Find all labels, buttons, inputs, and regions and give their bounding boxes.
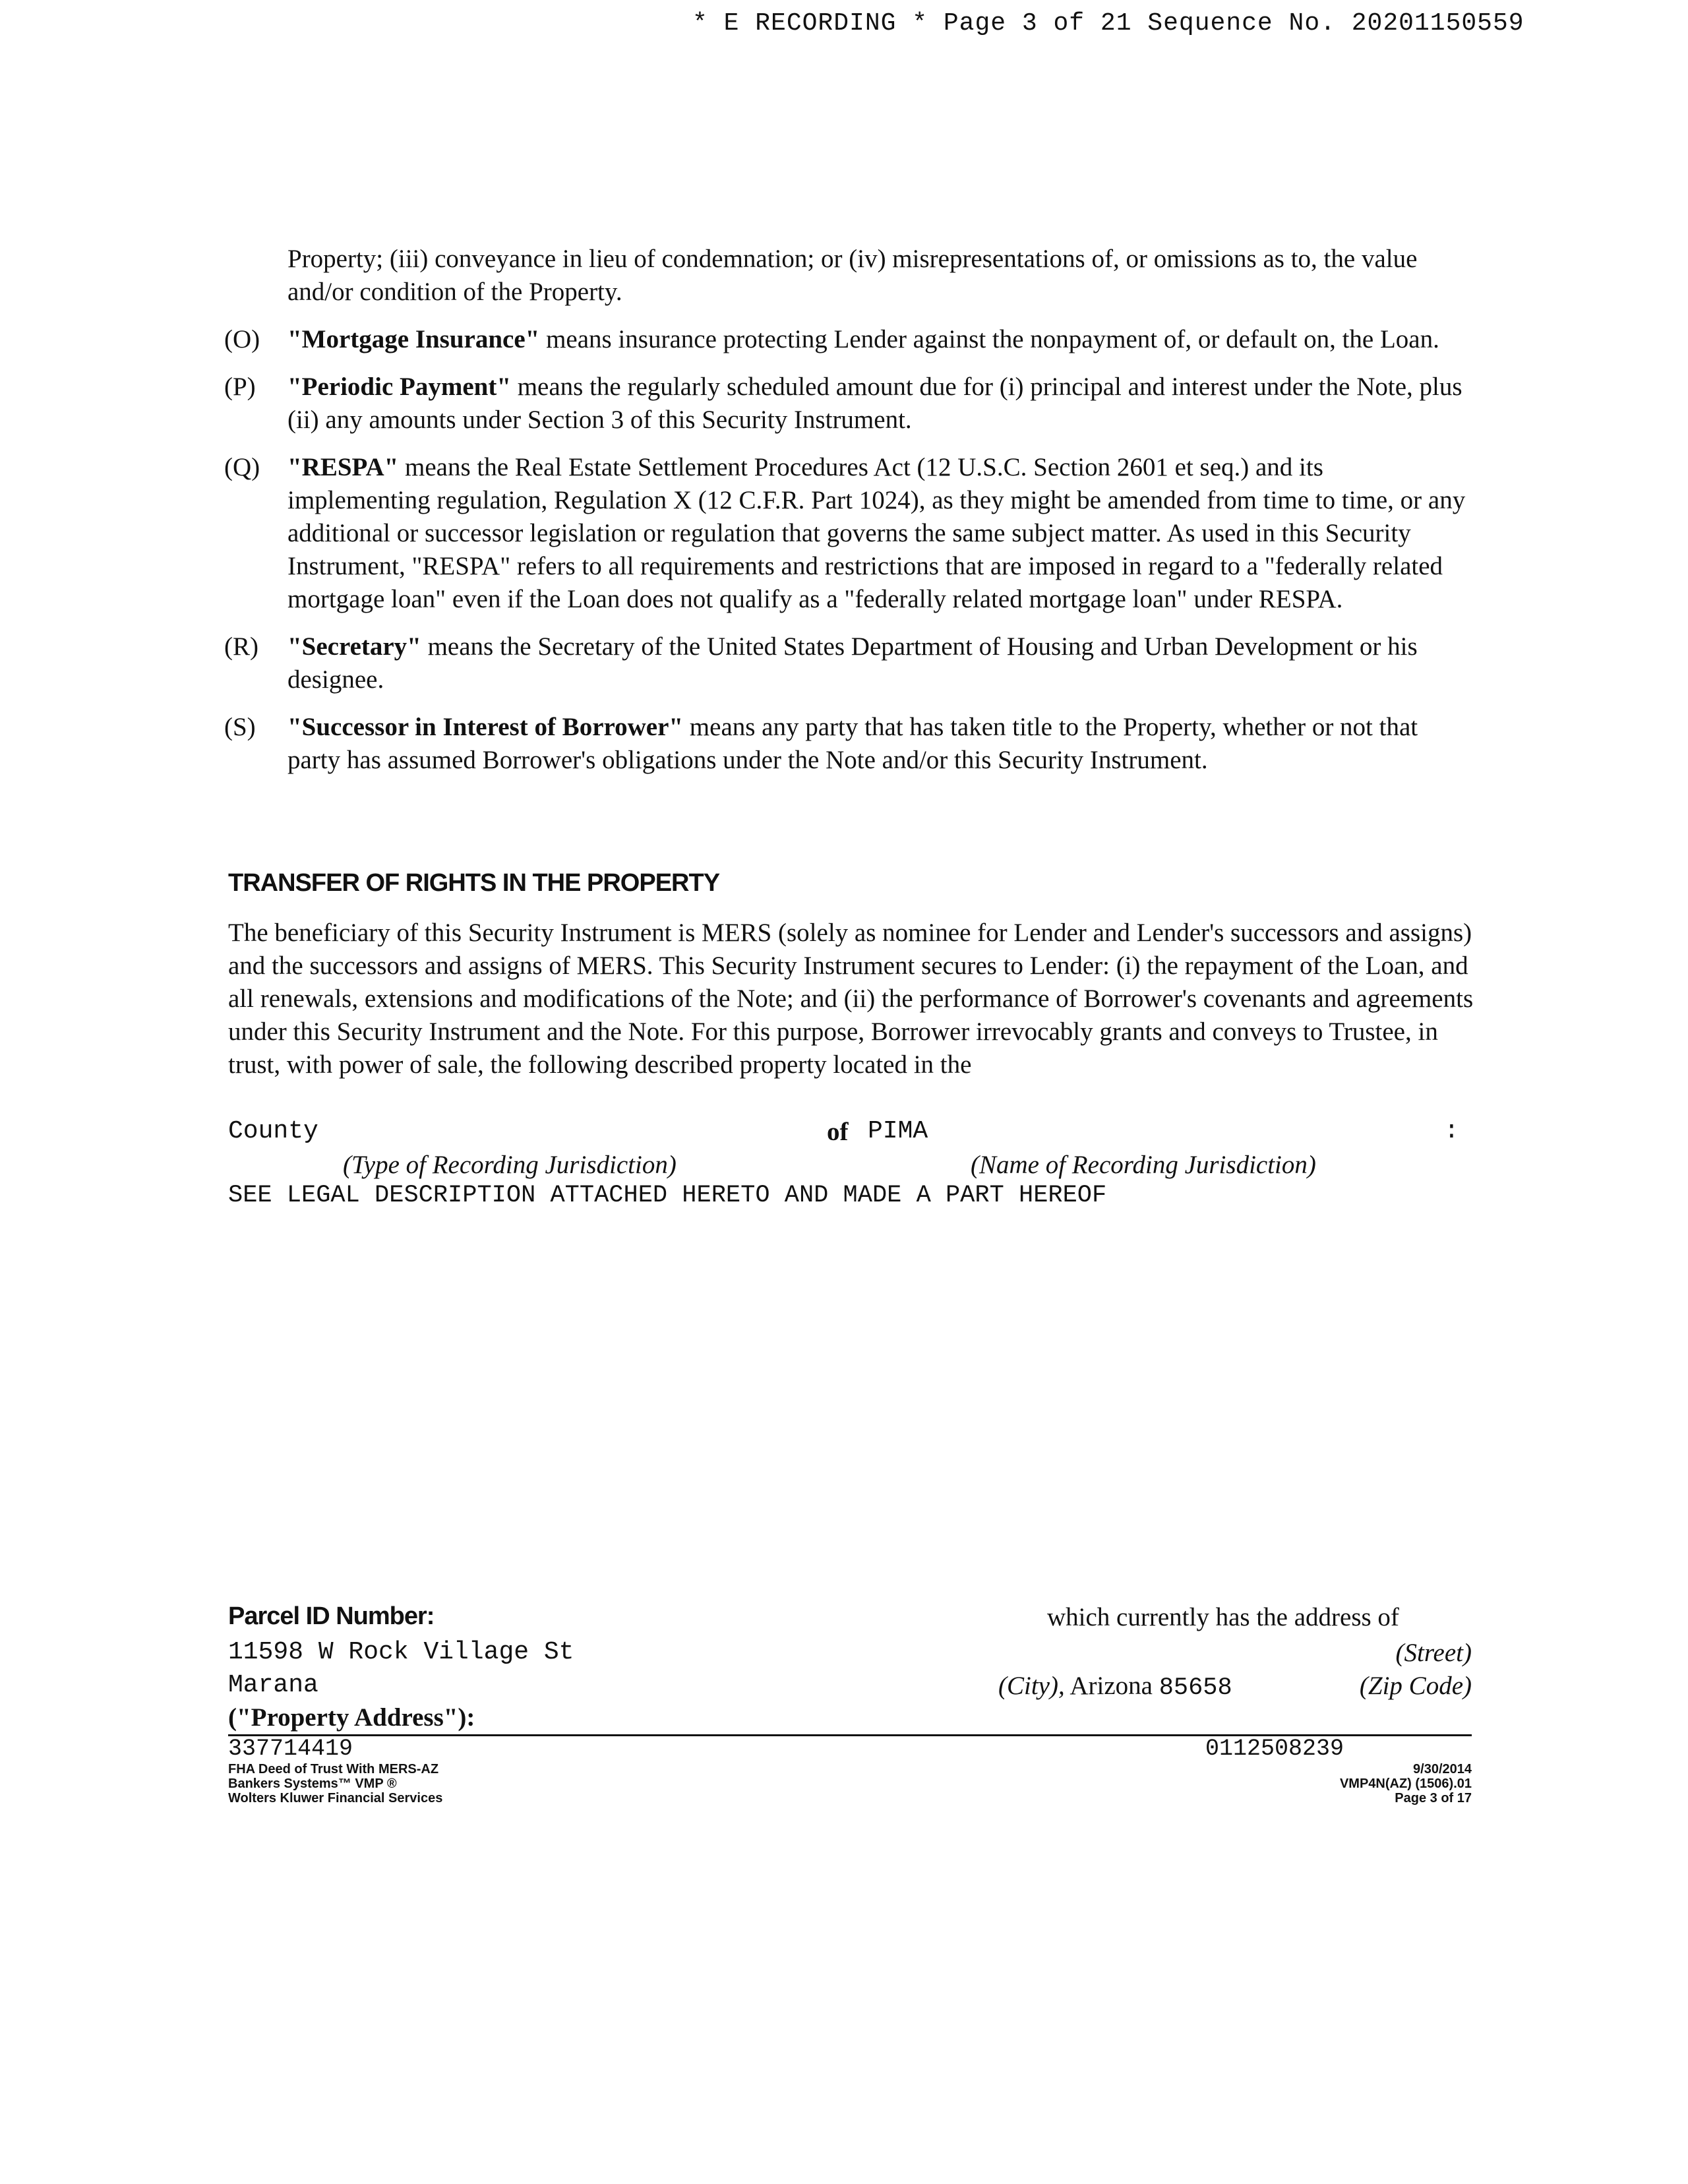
zip-value: 85658: [1159, 1674, 1232, 1702]
street-caption: (Street): [1395, 1639, 1472, 1667]
legal-description: SEE LEGAL DESCRIPTION ATTACHED HERETO AND MADE A PART HEREOF: [228, 1182, 1107, 1209]
section-title: TRANSFER OF RIGHTS IN THE PROPERTY: [228, 869, 720, 897]
definition-term: "RESPA": [287, 453, 399, 481]
definition-p: [224, 371, 1470, 437]
state-value: Arizona: [1070, 1672, 1153, 1700]
zip-caption: (Zip Code): [1359, 1672, 1472, 1700]
definition-o: [224, 323, 1470, 356]
definition-term: "Periodic Payment": [287, 373, 511, 401]
definition-letter: (P): [224, 373, 256, 401]
jurisdiction-type: County: [228, 1117, 318, 1145]
parcel-id-label: Parcel ID Number:: [228, 1602, 435, 1630]
transfer-paragraph: The beneficiary of this Security Instrument is MERS (solely as nominee for Lender and Lender's successors and assigns) and the successors and assigns of MERS. This Security Instrument secures to Lender: (i) the repayment of the Loan, and all renewals, extensions and modifications of the Note; and (ii) the performance of Borrower's covenants and agreements under this Security Instrument and the Note. For this purpose, Borrower irrevocably grants and conveys to Trustee, in trust, with power of sale, the following described property located in the: [228, 919, 1474, 1079]
recording-header: * E RECORDING * Page 3 of 21 Sequence No. 20201150559: [692, 9, 1524, 38]
definition-term: "Successor in Interest of Borrower": [287, 713, 684, 741]
name-caption: (Name of Recording Jurisdiction): [971, 1151, 1316, 1179]
city-state-zip: [998, 1671, 1232, 1702]
definition-letter: (O): [224, 325, 260, 353]
form-publisher: Wolters Kluwer Financial Services: [228, 1791, 443, 1805]
definition-term: "Mortgage Insurance": [287, 325, 540, 353]
definition-letter: (R): [224, 632, 258, 661]
definition-q: [224, 451, 1470, 616]
of-word: of: [827, 1118, 849, 1146]
definition-text: means any party that has taken title to the Property, whether or not that party has assumed Borrower's obligations under the Note and/or this Security Instrument.: [287, 713, 1418, 774]
jurisdiction-colon: :: [1444, 1117, 1459, 1145]
type-caption: (Type of Recording Jurisdiction): [343, 1151, 677, 1179]
definition-letter: (S): [224, 713, 256, 741]
jurisdiction-name: PIMA: [868, 1117, 928, 1145]
form-code: VMP4N(AZ) (1506).01: [1339, 1776, 1472, 1791]
city-value: Marana: [228, 1671, 318, 1699]
loan-number: 337714419: [228, 1736, 353, 1762]
form-vendor: Bankers Systems™ VMP ®: [228, 1776, 397, 1791]
city-caption: (City),: [998, 1672, 1065, 1700]
form-page-number: Page 3 of 17: [1395, 1791, 1472, 1805]
form-title: FHA Deed of Trust With MERS-AZ: [228, 1762, 439, 1776]
definition-text: means insurance protecting Lender against the nonpayment of, or default on, the Loan.: [539, 325, 1439, 353]
form-info-right: [1340, 1762, 1472, 1805]
form-date: 9/30/2014: [1413, 1762, 1472, 1776]
street-value: 11598 W Rock Village St: [228, 1638, 574, 1666]
definition-letter: (Q): [224, 453, 260, 481]
definition-term: "Secretary": [287, 632, 421, 661]
definition-text: means the Secretary of the United States Department of Housing and Urban Development or his designee.: [287, 632, 1418, 694]
definitions-list: [224, 243, 1470, 791]
definition-text: means the Real Estate Settlement Procedures Act (12 U.S.C. Section 2601 et seq.) and its implementing regulation, Regulation X (12 C.F.R. Part 1024), as they might be amended from time to time, or any additional or successor legislation or regulation that governs the same subject matter. As used in this Security Instrument, "RESPA" refers to all requirements and restrictions that are imposed in regard to a "federally related mortgage loan" even if the Loan does not qualify as a "federally related mortgage loan" under RESPA.: [287, 453, 1466, 613]
property-address-label: ("Property Address"):: [228, 1703, 475, 1732]
definition-r: [224, 630, 1470, 696]
definition-s: [224, 711, 1470, 777]
definition-text: means the regularly scheduled amount due for (i) principal and interest under the Note, plus (ii) any amounts under Section 3 of this Security Instrument.: [287, 373, 1462, 434]
case-number: 0112508239: [1205, 1736, 1344, 1762]
form-info-left: [228, 1762, 442, 1805]
definition-continuation: Property; (iii) conveyance in lieu of condemnation; or (iv) misrepresentations of, or omissions as to, the value and/or condition of the Property.: [287, 245, 1418, 306]
address-intro: which currently has the address of: [1047, 1603, 1399, 1631]
